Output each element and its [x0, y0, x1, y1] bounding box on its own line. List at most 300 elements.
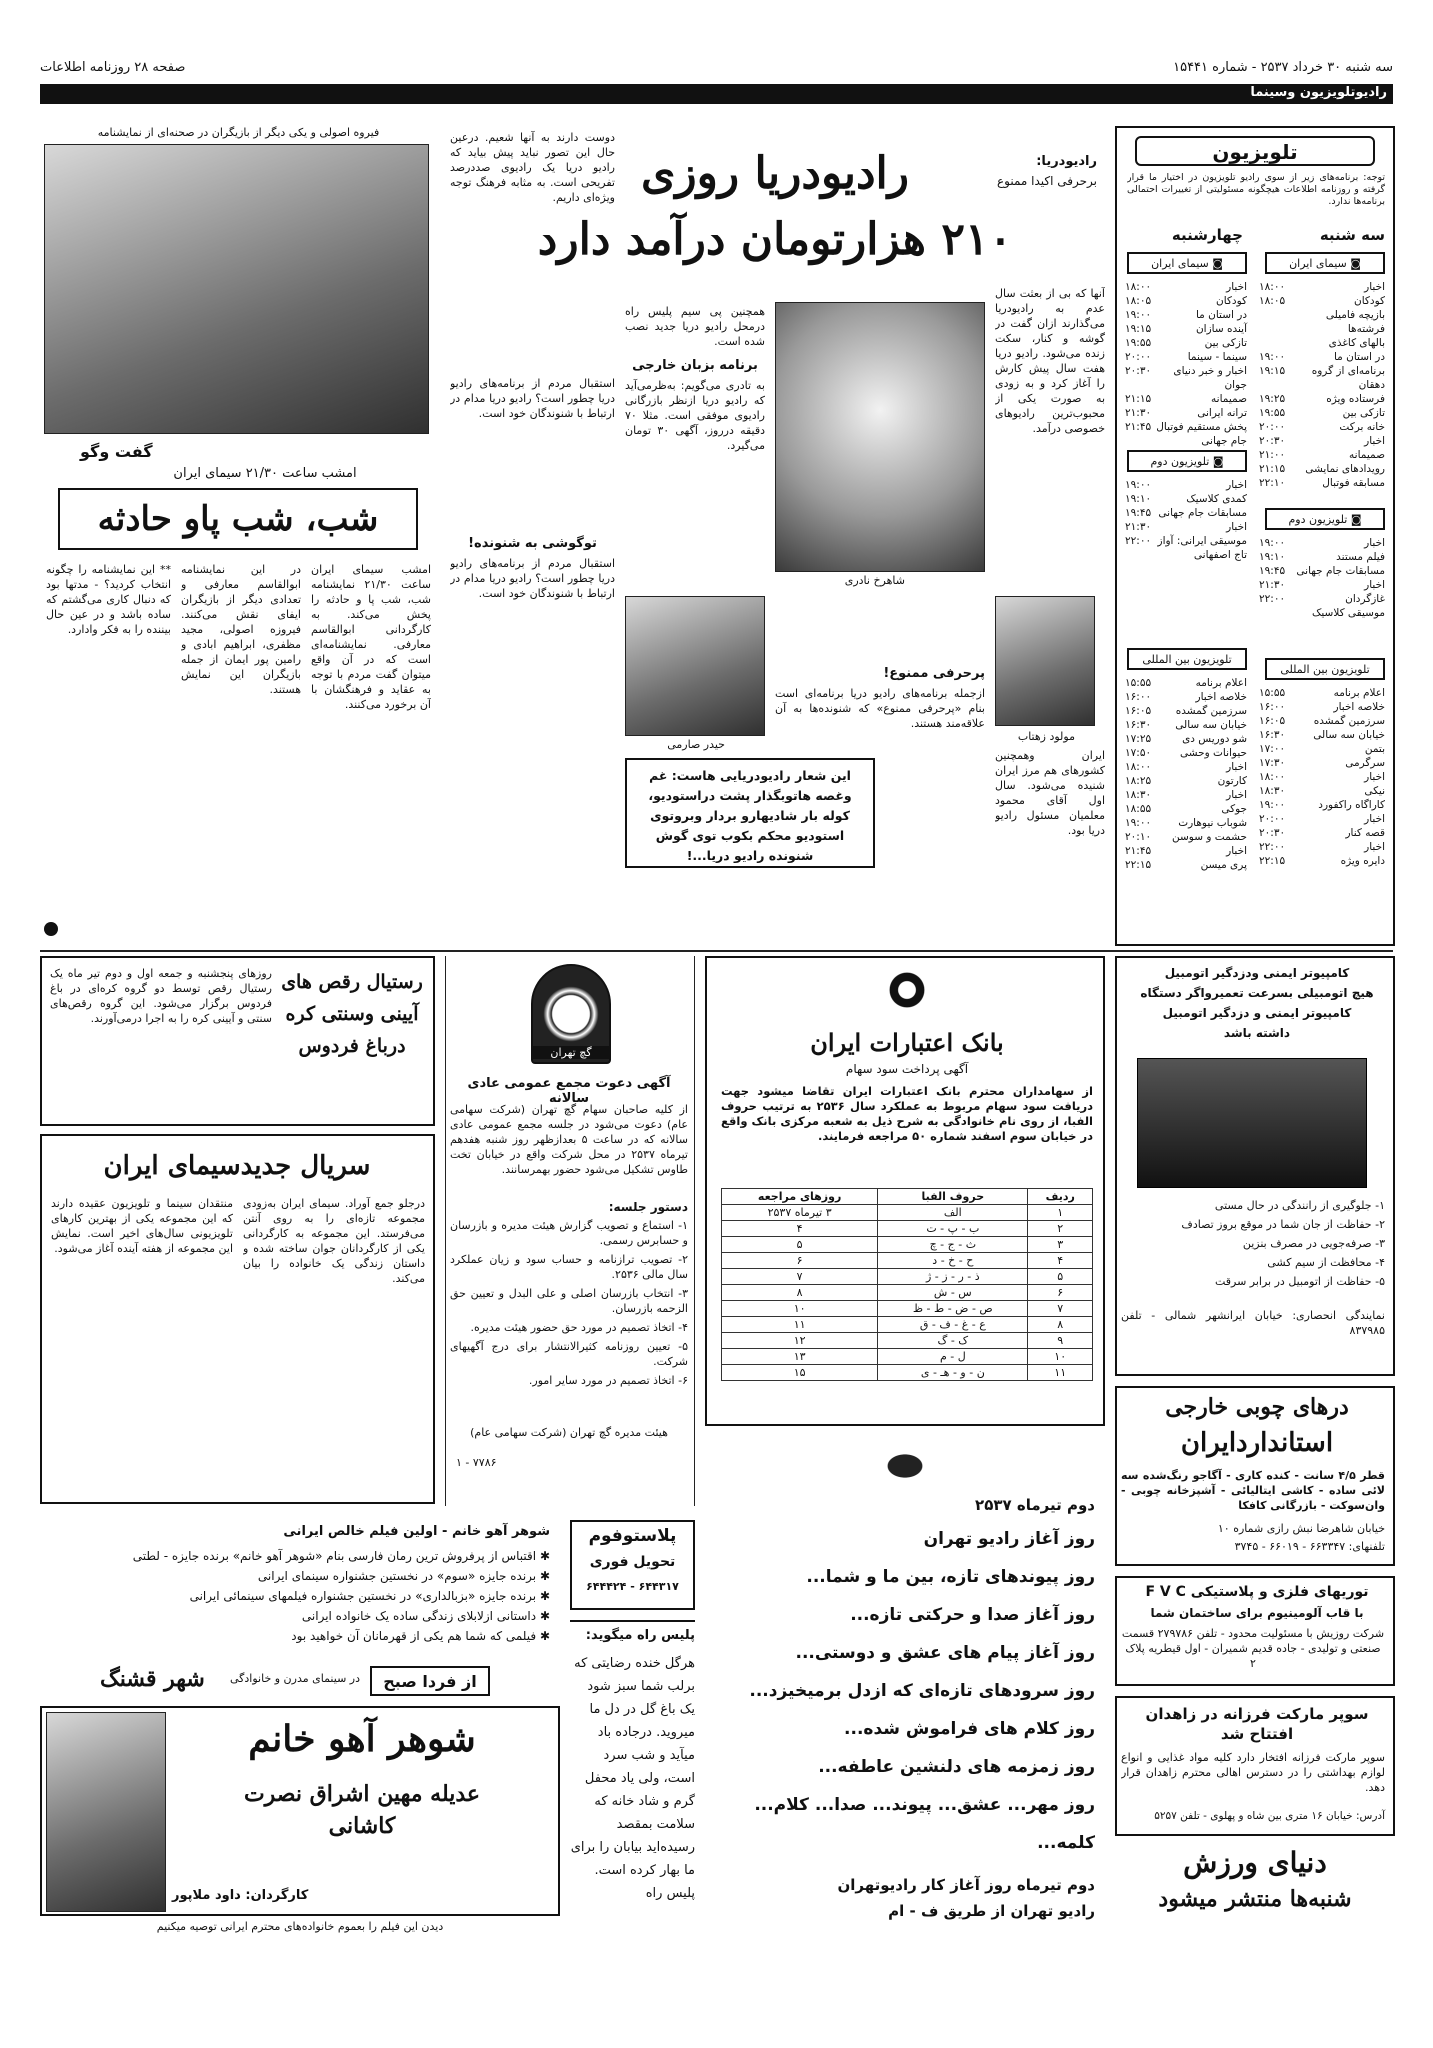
poster-title: شوهر آهو خانم [248, 1718, 476, 1760]
film-ad-bottom: دیدن این فیلم را بعموم خانواده‌های محترم ایرانی توصیه میکنیم [156, 1920, 444, 1933]
table-cell: ۵ [722, 1237, 878, 1253]
program-title: در استان ما [1195, 309, 1247, 321]
program-title: بالهای کاغذی [1328, 337, 1385, 349]
computer-sub1: هیچ اتومبیلی بسرعت تعمیرواگر دستگاه [1140, 986, 1374, 1000]
bank-body: از سهامداران محترم بانک اعتبارات ایران تقاضا میشود جهت دریافت سود سهام مربوط به عملکرد سال ۲۵۳۶ به ترتیب حروف الفبا، از روی نام خانوادگی به شرح ذیل به شعبه مرکزی بانک واقع در خیابان سوم اسفند شماره ۵۰ مراجعه فرمایند. [721, 1084, 1093, 1143]
radio-tehran-line: روز کلام های فراموش شده... [844, 1719, 1095, 1739]
program-time: ۱۶:۳۰ [1125, 719, 1152, 731]
program-title: مسابقات جام جهانی [1158, 507, 1247, 519]
program-title: اخبار [1364, 813, 1385, 825]
program-title: اخبار [1364, 435, 1385, 447]
radio-col-c-head: توگوشی به شنونده! [468, 536, 597, 551]
radio-kicker2: برحرفی اکیدا ممنوع [996, 174, 1097, 188]
program-time: ۱۸:۰۵ [1259, 295, 1286, 307]
market-address: آدرس: خیابان ۱۶ متری بین شاه و پهلوی - تلفن ۵۲۵۷ [1154, 1810, 1385, 1822]
asterisk-icon: ✱ [536, 1569, 550, 1583]
program-time: ۲۱:۴۵ [1125, 421, 1152, 433]
program-title: ترانه ایرانی [1197, 407, 1247, 419]
serial-body: درجلو جمع آوراد. سیمای ایران به‌زودی مجموعه تازه‌ای را به روی آنتن می‌فرستد. این مجموعه به کارگردانی یکی از کارگردانان جوان ساخته شده و داستان زندگی یک خانواده را بیان می‌کند. [243, 1197, 425, 1285]
caption-moloud: مولود زهتاب [1017, 730, 1075, 743]
program-title: اعلام برنامه [1195, 677, 1247, 689]
page-header [40, 60, 1393, 75]
police-title: پلیس راه میگوید: [585, 1628, 695, 1643]
program-title: دایره ویژه [1340, 855, 1385, 867]
radio-tehran-footer2: رادیو تهران از طریق ف - ام [888, 1902, 1095, 1920]
table-cell: ک - گ [878, 1333, 1028, 1349]
asterisk-icon: ✱ [536, 1589, 550, 1603]
table-cell: ث - ج - چ [878, 1237, 1028, 1253]
program-time: ۲۰:۰۰ [1259, 421, 1286, 433]
program-title: قصه کنار [1345, 827, 1385, 839]
film-kicker: امشب ساعت ۲۱/۳۰ سیمای ایران [173, 466, 357, 481]
program-time: ۱۸:۰۵ [1125, 295, 1152, 307]
wed-ch3-list [1125, 676, 1247, 872]
bank-logo: بانک اعتبارات ایران [810, 1028, 1004, 1057]
police-body: هرگل خنده رضایتی که برلب شما سبز شود یک باغ گل در دل ما میروید. درجاده باد میآید و شب سرد است، ولی یاد محفل گرم و شاد خانه که سلامت بمقصد رسیده‌اید بیابان را برای ما بهار کرده است. پلیس راه [570, 1656, 695, 1901]
table-cell: ۶ [722, 1253, 878, 1269]
list-item: ۳- صرفه‌جویی در مصرف بنزین [1242, 1237, 1385, 1250]
tv-program-row [1259, 308, 1385, 322]
asterisk-icon: ✱ [536, 1629, 550, 1643]
program-time: ۲۰:۳۰ [1259, 435, 1286, 447]
wed-ch1-list [1125, 280, 1247, 448]
tv-program-row [1125, 858, 1247, 872]
table-row [722, 1285, 1093, 1301]
program-title: کودکان [1215, 295, 1247, 307]
list-item: ۲- تصویب ترازنامه و حساب سود و زیان عملکرد سال مالی ۲۵۳۶. [450, 1253, 688, 1281]
bullet-text: برنده جایزه «سوم» در نخستین جشنواره سینمای ایرانی [257, 1569, 537, 1583]
program-title: اخبار [1226, 789, 1247, 801]
program-title: سرزمین گمشده [1313, 715, 1385, 727]
tue-ch3-list [1259, 686, 1385, 868]
table-cell: ن - و - هـ - ی [878, 1365, 1028, 1381]
tv-program-row [1125, 308, 1247, 322]
list-item: ۱- استماع و تصویب گزارش هیئت مدیره و بازرسان و حسابرس رسمی. [450, 1219, 688, 1247]
program-title: اخبار و خبر دنیای جوان [1173, 365, 1247, 391]
tv-logo: تلویزیون [1135, 136, 1375, 166]
program-time: ۱۹:۴۵ [1259, 565, 1286, 577]
sport-sub: شنبه‌ها منتشر میشود [1158, 1886, 1352, 1912]
program-time: ۱۵:۵۵ [1259, 687, 1286, 699]
program-time: ۲۰:۰۰ [1125, 351, 1152, 363]
program-title: خانه برکت [1339, 421, 1385, 433]
table-cell: ۱ [1028, 1205, 1093, 1221]
program-title: تازکی بین [1204, 337, 1247, 349]
tv-program-row [1259, 784, 1385, 798]
tv-program-row [1125, 844, 1247, 858]
table-cell: الف [878, 1205, 1028, 1221]
program-time: ۱۹:۰۰ [1259, 799, 1286, 811]
program-time: ۱۸:۲۵ [1125, 775, 1152, 787]
plasto-ad [570, 1520, 695, 1610]
program-title: موسیقی ایرانی: آواز تاج اصفهانی [1157, 535, 1247, 561]
program-title: در استان ما [1333, 351, 1385, 363]
radio-article [445, 126, 1105, 946]
tv-program-row [1259, 406, 1385, 420]
fvc-title: توریهای فلزی و پلاستیکی F V C [1145, 1584, 1369, 1600]
tv-program-row [1259, 770, 1385, 784]
channel1-label: سیمای ایران [1289, 257, 1347, 270]
film-body: امشب سیمای ایران ساعت ۲۱/۳۰ نمایشنامه شب، شب پا و حادثه را پخش می‌کند. به کارگردانی ابوالقاسم معارفی. نمایشنامه‌ای است که در آن واقع میتوان گفت مردم با توجه به عقاید و فرهنگشان با آن برخورد می‌کنند. [311, 563, 431, 711]
tv-program-row [1125, 704, 1247, 718]
radio-tehran-line: روز مهر... عشق... پیوند... صدا... کلام... [754, 1795, 1095, 1815]
tv-program-row [1259, 392, 1385, 406]
gach-logo: گچ تهران [531, 1046, 611, 1059]
day-wednesday: چهارشنبه [1171, 226, 1243, 244]
doors-title2: استانداردایران [1180, 1428, 1334, 1458]
table-cell: ۱۰ [1028, 1349, 1093, 1365]
program-title: مسابقه فوتبال [1322, 477, 1385, 489]
table-row [722, 1365, 1093, 1381]
program-time: ۲۲:۰۰ [1259, 593, 1286, 605]
table-cell: ۱۱ [722, 1317, 878, 1333]
tv-program-row [1125, 364, 1247, 392]
tv-program-row [1125, 732, 1247, 746]
table-cell: ۴ [1028, 1253, 1093, 1269]
table-cell: ۵ [1028, 1269, 1093, 1285]
program-title: کاراگاه راکفورد [1318, 799, 1385, 811]
channel3-tue: تلویزیون بین المللی [1265, 658, 1385, 680]
table-cell: ع - غ - ف - ق [878, 1317, 1028, 1333]
program-time: ۱۹:۰۰ [1259, 537, 1286, 549]
tv-program-row [1125, 294, 1247, 308]
table-cell: ۱۱ [1028, 1365, 1093, 1381]
bank-ad [705, 956, 1105, 1426]
program-title: اخبار [1226, 479, 1247, 491]
tv-program-row [1259, 826, 1385, 840]
program-title: حشمت و سوسن [1172, 831, 1247, 843]
computer-sub2: کامپیوتر ایمنی و دزدگیر اتومبیل [1162, 1006, 1352, 1020]
end-mark-icon [44, 922, 58, 936]
program-title: اخبار [1364, 771, 1385, 783]
gach-code: ۷۷۸۶ - ۱ [456, 1456, 497, 1469]
channel1-label: سیمای ایران [1151, 257, 1209, 270]
list-item: ۶- اتخاذ تصمیم در مورد سایر امور. [528, 1374, 688, 1387]
film-ad-bullets [70, 1546, 550, 1646]
tv-program-row [1125, 420, 1247, 448]
film-ad-bullet [70, 1586, 550, 1606]
tue-ch2-list [1259, 536, 1385, 620]
tv-program-row [1259, 420, 1385, 434]
film-body3: ** این نمایشنامه را چگونه انتخاب کردید؟ - مدتها بود که دنبال کاری می‌گشتم که ساده باشد و در عین حال بیننده را به فکر وادارد. [46, 563, 171, 636]
tv-icon: ◙ [1347, 513, 1362, 526]
dance-title: رستیال رقص های آیینی وسنتی کره درباغ فردوس [281, 971, 423, 1057]
plasto-sub: تحویل فوری [589, 1554, 676, 1570]
tv-program-row [1259, 350, 1385, 364]
fvc-body: شرکت روزیش با مسئولیت محدود - تلفن ۲۷۹۷۸۶ قسمت صنعتی و تولیدی - جاده قدیم شمیران - اول قیطریه پلاک ۲ [1121, 1627, 1385, 1670]
radio-title1: رادیودریا روزی [640, 148, 910, 199]
radio-tehran-line: روز زمزمه های دلنشین عاطفه... [818, 1757, 1095, 1777]
tv-program-row [1125, 520, 1247, 534]
tv-program-row [1259, 714, 1385, 728]
program-time: ۱۸:۰۰ [1125, 281, 1152, 293]
program-title: اخبار [1226, 761, 1247, 773]
sport-ad [1115, 1846, 1395, 1936]
table-cell: ۱۵ [722, 1365, 878, 1381]
tv-program-row [1125, 760, 1247, 774]
program-title: برنامه‌ای از گروه دهقان [1311, 365, 1385, 391]
tv-program-row [1259, 728, 1385, 742]
channel2-wed [1127, 450, 1247, 472]
program-time: ۱۷:۰۰ [1259, 743, 1286, 755]
program-time: ۲۱:۱۵ [1259, 463, 1286, 475]
doors-address: خیابان شاهرضا نبش رازی شماره ۱۰ [1217, 1522, 1385, 1535]
asterisk-icon: ✱ [536, 1549, 550, 1563]
table-cell: ۱۰ [722, 1301, 878, 1317]
tv-icon: ◙ [1208, 257, 1223, 270]
table-cell: ذ - ر - ز - ژ [878, 1269, 1028, 1285]
header-page: صفحه ۲۸ روزنامه اطلاعات [40, 60, 186, 75]
computer-title: کامپیوتر ایمنی ودزدگیر اتومبیل [1164, 966, 1350, 980]
plasto-phone: ۶۴۴۳۱۷ - ۶۴۴۴۲۴ [586, 1580, 679, 1593]
bank-subtitle: آگهی پرداخت سود سهام [845, 1062, 969, 1076]
doors-phones: تلفنهای: ۶۶۳۳۴۷ - ۶۶۰۱۹ - ۳۷۴۵ [1234, 1540, 1385, 1553]
program-time: ۱۶:۰۰ [1125, 691, 1152, 703]
program-title: مسابقات جام جهانی [1296, 565, 1385, 577]
program-time: ۱۹:۴۵ [1125, 507, 1152, 519]
program-time: ۱۹:۲۵ [1259, 393, 1286, 405]
program-title: خیابان سه سالی [1175, 719, 1247, 731]
film-photo [44, 144, 429, 434]
computer-sub3: داشته باشد [1223, 1026, 1291, 1040]
tv-program-row [1125, 350, 1247, 364]
computer-ad [1115, 956, 1395, 1376]
table-row [722, 1349, 1093, 1365]
program-time: ۲۲:۰۰ [1259, 841, 1286, 853]
bank-col-letters: حروف الفبا [878, 1189, 1028, 1205]
bank-rows [722, 1205, 1093, 1381]
tv-icon: ◙ [1346, 257, 1361, 270]
table-row [722, 1205, 1093, 1221]
caption-heydar: حیدر صارمی [667, 738, 725, 751]
tv-program-row [1259, 280, 1385, 294]
film-label: گفت وگو [80, 442, 153, 461]
film-ad-line1: شوهر آهو خانم - اولین فیلم خالص ایرانی [283, 1524, 550, 1539]
tv-program-row [1125, 802, 1247, 816]
bullet-text: فیلمی که شما هم یکی از قهرمانان آن خواهید بود [291, 1629, 537, 1643]
dance-article [40, 956, 435, 1126]
program-time: ۱۸:۰۰ [1259, 771, 1286, 783]
doors-title1: درهای چوبی خارجی [1165, 1394, 1349, 1420]
channel1-tue [1265, 252, 1385, 274]
film-ad [40, 1520, 560, 1940]
radio-tehran-line: روز پیوندهای تازه، بین ما و شما... [806, 1567, 1095, 1587]
channel2-label: تلویزیون دوم [1150, 455, 1210, 468]
table-row [722, 1333, 1093, 1349]
program-title: فرستاده ویژه [1326, 393, 1385, 405]
tv-program-row [1259, 742, 1385, 756]
program-time: ۱۷:۵۰ [1125, 747, 1152, 759]
bullet-text: داستانی ازلابلای زندگی ساده یک خانواده ایرانی [301, 1609, 537, 1623]
poster-director: کارگردان: داود ملاپور [172, 1888, 309, 1903]
program-title: کمدی کلاسیک [1186, 493, 1247, 505]
program-time: ۱۶:۰۰ [1259, 701, 1286, 713]
program-time: ۲۱:۳۰ [1125, 407, 1152, 419]
tv-program-row [1259, 854, 1385, 868]
program-time: ۱۹:۱۵ [1125, 323, 1152, 335]
program-time: ۲۰:۰۰ [1259, 813, 1286, 825]
bank-col-num: ردیف [1028, 1189, 1093, 1205]
film-article [40, 126, 435, 946]
photo-moloud [995, 596, 1095, 726]
tv-program-row [1125, 492, 1247, 506]
table-cell: س - ش [878, 1285, 1028, 1301]
program-time: ۱۹:۱۰ [1259, 551, 1286, 563]
market-ad [1115, 1696, 1395, 1836]
program-title: اخبار [1364, 281, 1385, 293]
program-title: اخبار [1226, 281, 1247, 293]
computer-device-image [1137, 1058, 1367, 1188]
radio-body2: ازجمله برنامه‌های رادیو دریا برنامه‌ای است بنام «پرحرفی ممنوع» که شنونده‌ها به آن علاقه‌مند هستند. [775, 687, 985, 730]
list-item: ۵- تعیین روزنامه کثیرالانتشار برای درج آگهیهای شرکت. [450, 1340, 688, 1368]
program-title: فرشته‌ها [1347, 323, 1385, 335]
program-title: خلاصه اخبار [1333, 701, 1385, 713]
program-time: ۲۱:۱۵ [1125, 393, 1152, 405]
radio-tehran-line: روز آغاز صدا و حرکتی تازه... [850, 1605, 1095, 1625]
section-title: رادیوتلویزیون وسینما [1250, 85, 1387, 100]
table-cell: ۷ [1028, 1301, 1093, 1317]
tv-program-row [1259, 564, 1385, 578]
program-time: ۲۰:۱۰ [1125, 831, 1152, 843]
fvc-sub: با قاب آلومینیوم برای ساختمان شما [1150, 1606, 1364, 1620]
bank-col-days: روزهای مراجعه [722, 1189, 878, 1205]
radio-col-c: دوست دارند به آنها شعیم. درعین حال این تصور نباید پیش بیاید که رادیو دریا یک رادیوی صددرصد تفریحی است. به مثابه فرهنگ توجه ویژه‌ای داریم. [450, 131, 615, 204]
program-time: ۱۹:۱۰ [1125, 493, 1152, 505]
tv-program-row [1125, 322, 1247, 336]
radio-tehran-footer1: دوم تیرماه روز آغاز کار رادیوتهران [837, 1876, 1095, 1894]
tv-program-row [1125, 690, 1247, 704]
table-cell: ۲ [1028, 1221, 1093, 1237]
channel3-wed: تلویزیون بین المللی [1127, 648, 1247, 670]
program-time: ۱۸:۰۰ [1259, 281, 1286, 293]
tv-program-row [1125, 746, 1247, 760]
table-cell: ل - م [878, 1349, 1028, 1365]
list-item: ۵- حفاظت از اتومبیل در برابر سرقت [1214, 1275, 1385, 1288]
radio-col-c3: استقبال مردم از برنامه‌های رادیو دریا چطور است؟ رادیو دریا مدام در ارتباط با شنوندگان خود است. [450, 557, 615, 600]
list-item: ۴- محافظت از سیم کشی [1267, 1256, 1385, 1269]
table-row [722, 1269, 1093, 1285]
film-ad-cinema: شهر قشنگ [100, 1666, 205, 1692]
table-cell: ۳ [1028, 1237, 1093, 1253]
bullet-text: برنده جایزه «بزبالداری» در نخستین جشنواره فیلمهای سینمائی ایرانی [189, 1589, 537, 1603]
program-title: بتمن [1364, 743, 1385, 755]
table-row [722, 1253, 1093, 1269]
table-cell: ۱۲ [722, 1333, 878, 1349]
program-time: ۱۸:۵۵ [1125, 803, 1152, 815]
program-title: سینما - سینما [1187, 351, 1247, 363]
table-cell: ح - خ - د [878, 1253, 1028, 1269]
tv-program-row [1125, 816, 1247, 830]
list-item: ۱- جلوگیری از رانندگی در حال مستی [1214, 1199, 1385, 1212]
tv-program-row [1259, 434, 1385, 448]
sport-title: دنیای ورزش [1183, 1846, 1327, 1879]
gach-title: آگهی دعوت مجمع عمومی عادی سالانه [467, 1076, 671, 1106]
program-title: کارتون [1217, 775, 1247, 787]
serial-article [40, 1134, 435, 1504]
serial-body2: منتقدان سینما و تلویزیون عقیده دارند که این مجموعه یکی از بهترین کارهای تلویزیونی سال‌های اخیر است. نمایش این مجموعه از هفته آینده آغاز می‌شود. [51, 1197, 233, 1255]
program-title: غازگردان [1345, 593, 1385, 605]
plasto-title: پلاستوفوم [588, 1526, 677, 1546]
film-ad-bullet [70, 1546, 550, 1566]
program-time: ۱۸:۳۰ [1125, 789, 1152, 801]
table-cell: ۳ تیرماه ۲۵۳۷ [722, 1205, 878, 1221]
tv-program-row [1259, 294, 1385, 308]
program-title: رویدادهای نمایشی [1305, 463, 1385, 475]
tv-program-row [1125, 676, 1247, 690]
program-title: پری میسن [1200, 859, 1247, 871]
tv-program-row [1259, 812, 1385, 826]
gach-intro: از کلیه صاحبان سهام گچ تهران (شرکت سهامی عام) دعوت می‌شود در جلسه مجمع عمومی عادی سالانه که در ساعت ۵ بعدازظهر روز شنبه هفدهم تیرماه ۲۵۳۷ در محل شرکت واقع در خیابان تخت طاوس تشکیل می‌شود حضور بهمرسانند. [450, 1103, 688, 1176]
program-time: ۱۹:۰۰ [1125, 817, 1152, 829]
tv-program-row [1259, 476, 1385, 490]
film-ad-bullet [70, 1566, 550, 1586]
tv-program-row [1125, 506, 1247, 520]
tv-program-row [1259, 686, 1385, 700]
tv-program-row [1259, 798, 1385, 812]
header-issue: سه شنبه ۳۰ خرداد ۲۵۳۷ - شماره ۱۵۴۴۱ [1173, 60, 1393, 75]
tv-program-row [1259, 462, 1385, 476]
tv-program-row [1125, 392, 1247, 406]
program-time: ۱۵:۵۵ [1125, 677, 1152, 689]
program-title: اخبار [1364, 841, 1385, 853]
table-cell: ۸ [1028, 1317, 1093, 1333]
table-cell: ۴ [722, 1221, 878, 1237]
caption-shahrokh: شاهرخ نادری [844, 574, 905, 587]
table-cell: ۱۳ [722, 1349, 878, 1365]
radio-tehran-line: کلمه... [1037, 1833, 1095, 1853]
tv-schedule [1115, 126, 1395, 946]
tv-icon: ◙ [1209, 455, 1224, 468]
program-time: ۲۰:۳۰ [1125, 365, 1152, 377]
program-time: ۲۰:۳۰ [1259, 827, 1286, 839]
program-time: ۱۶:۰۵ [1125, 705, 1152, 717]
channel1-wed [1127, 252, 1247, 274]
program-title: آینده سازان [1195, 323, 1247, 335]
tv-program-row [1125, 830, 1247, 844]
program-title: پخش مستقیم فوتبال جام جهانی [1156, 421, 1247, 447]
tv-note: توجه: برنامه‌های زیر از سوی رادیو تلویزیون در اختیار ما قرار گرفته و روزنامه اطلاعات هیچگونه مسئولیتی از تغییرات احتمالی برنامه‌ها ندارد. [1127, 172, 1385, 207]
table-cell: ۹ [1028, 1333, 1093, 1349]
film-ad-cinema-note: در سینمای مدرن و خانوادگی [230, 1672, 360, 1685]
dance-body: روزهای پنجشنبه و جمعه اول و دوم تیر ماه یک رستیال رقص توسط دو گروه کره‌ای در باغ فردوس برگزار می‌شود. این گروه رقص‌های سنتی و آیینی کره را به اجرا درمی‌آورند. [50, 967, 272, 1025]
program-title: بازیچه فامیلی [1325, 309, 1385, 321]
tv-program-row [1259, 840, 1385, 854]
program-title: اعلام برنامه [1333, 687, 1385, 699]
program-time: ۱۸:۳۰ [1259, 785, 1286, 797]
tv-program-row [1125, 788, 1247, 802]
radio-tehran-line: روز آغاز پیام های عشق و دوستی... [795, 1643, 1095, 1663]
tv-program-row [1259, 756, 1385, 770]
program-time: ۱۹:۵۵ [1125, 337, 1152, 349]
tv-program-row [1125, 478, 1247, 492]
radio-tehran-date: دوم تیرماه ۲۵۳۷ [975, 1496, 1095, 1514]
program-time: ۲۱:۰۰ [1259, 449, 1286, 461]
bank-emblem-icon [877, 970, 937, 1020]
tv-program-row [1259, 606, 1385, 620]
tv-program-row [1125, 406, 1247, 420]
film-title: شب، شب پاو حادثه [58, 488, 418, 550]
program-title: صمیمانه [1211, 393, 1247, 405]
program-title: نیکی [1364, 785, 1385, 797]
program-title: شو دوریس دی [1182, 733, 1247, 745]
film-ad-poster [40, 1706, 560, 1916]
bullet-text: اقتباس از پرفروش ترین رمان فارسی بنام «شوهر آهو خانم» برنده جایزه - لطتی [132, 1549, 537, 1563]
day-tuesday: سه شنبه [1319, 226, 1385, 244]
program-title: سرزمین گمشده [1175, 705, 1247, 717]
radio-tehran-emblem-icon [875, 1446, 935, 1486]
table-row [722, 1317, 1093, 1333]
bank-table-grid [721, 1188, 1093, 1381]
